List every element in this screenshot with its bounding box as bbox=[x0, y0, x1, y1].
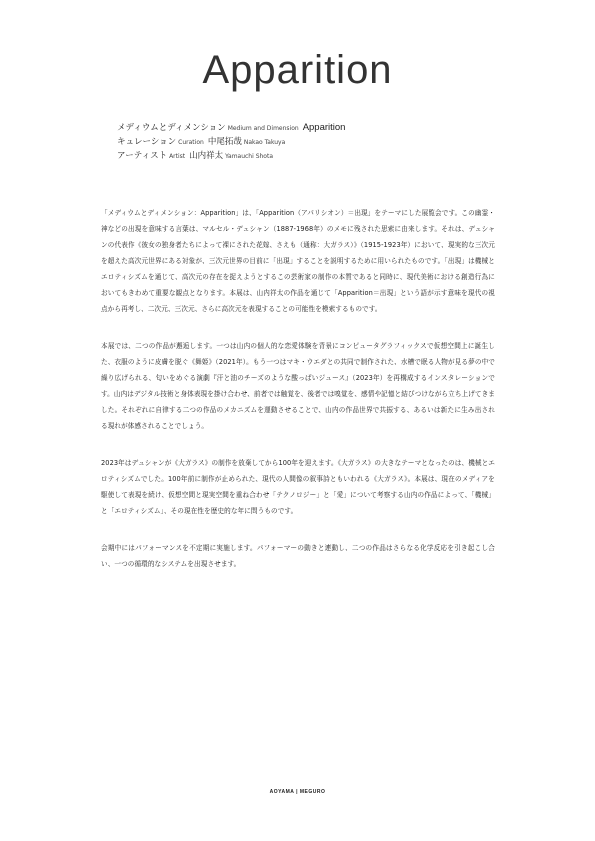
credit-label-ja: キュレーション bbox=[117, 137, 177, 147]
credit-value-en: Yamauchi Shota bbox=[225, 153, 273, 160]
body-text bbox=[101, 205, 495, 593]
credit-row-curation bbox=[117, 132, 517, 146]
paragraph-performance: 会期中にはパフォーマンスを不定期に実施します。パフォーマーの動きと連動し、二つの作品はさらなる化学反応を引き起こし合い、一つの循環的なシステムを出現させます。 bbox=[101, 544, 495, 568]
paragraph-works: 本展では、二つの作品が邂逅します。一つは山内の個人的な恋愛体験を背景にコンピュータグラフィックスで仮想空間上に誕生した、衣服のように皮膚を脱ぐ《舞姫》（2021年）。もう一つはマキ・ウエダとの共同で制作された、水槽で眠る人物が見る夢の中で繰り広げられる、匂いをめぐる演劇『汗と油のチーズのような酸っぱいジュース』（2023年）を再構成するインスタレーションです。山内はデジタル技術と身体表現を掛け合わせ、前者では触覚を、後者では嗅覚を、感情や記憶と結びつけながら立ち上げてきました。それぞれに自律する二つの作品のメカニズムを運動させることで、山内の作品世界で共振する、あるいは新たに生み出される現れが体感されることでしょう。 bbox=[101, 342, 495, 430]
footer-venue: AOYAMA | MEGURO bbox=[269, 789, 326, 795]
paragraph-2023: 2023年はデュシャンが《大ガラス》の制作を放棄してから100年を迎えます。《大ガラス》の大きなテーマとなったのは、機械とエロティシズムでした。100年前に制作が止められた、現代の人間像の叙事詩ともいわれる《大ガラス》。本展は、現在のメディアを駆使して表現を続け、仮想空間と現実空間を重ね合わせ「テクノロジー」と「愛」について考察する山内の作品によって、「機械」と「エロティシズム」、その現在性を歴史的な年に問うものです。 bbox=[101, 459, 495, 515]
credit-value-en: Nakao Takuya bbox=[243, 139, 286, 146]
credit-label-ja: アーティスト bbox=[117, 151, 168, 161]
credit-row-medium bbox=[117, 118, 517, 132]
credit-value-ja: 山内祥太 bbox=[189, 151, 224, 161]
credit-label-en: Curation bbox=[178, 139, 204, 146]
credit-label-en: Artist bbox=[169, 153, 186, 160]
exhibition-title-logo: Apparition bbox=[202, 48, 393, 92]
credit-label-en: Medium and Dimension bbox=[227, 125, 299, 132]
credit-row-artist bbox=[117, 146, 517, 160]
paragraph-intro: 「メディウムとディメンション：Apparition」は、「Apparition（アパリシオン）＝出現」をテーマにした展覧会です。この幽霊・神などの出現を意味する言葉は、マルセル・デュシャン（1887-1968年）のメモに残された思索に由来します。それは、デュシャンの代表作《彼女の独身者たちによって裸にされた花嫁、さえも（通称：大ガラス）》（1915-1923年）において、現実的な三次元を超えた高次元世界にある対象が、三次元世界の目前に「出現」することを説明するために用いられたものです。「出現」は機械とエロティシズムを通じて、高次元の存在を捉えようとするこの芸術家の制作の本質であると同時に、現代美術における創造行為においてもきわめて重要な観点となります。本展は、山内祥太の作品を通じて「Apparition＝出現」という語が示す意味を現代の視点から再考し、二次元、三次元、さらに高次元を表現することの可能性を模索するものです。 bbox=[101, 209, 495, 313]
credit-value-en: Apparition bbox=[302, 122, 346, 133]
credit-value-ja: 中尾拓哉 bbox=[207, 137, 242, 147]
credit-label-ja: メディウムとディメンション bbox=[117, 123, 226, 133]
credits-block bbox=[117, 118, 517, 160]
